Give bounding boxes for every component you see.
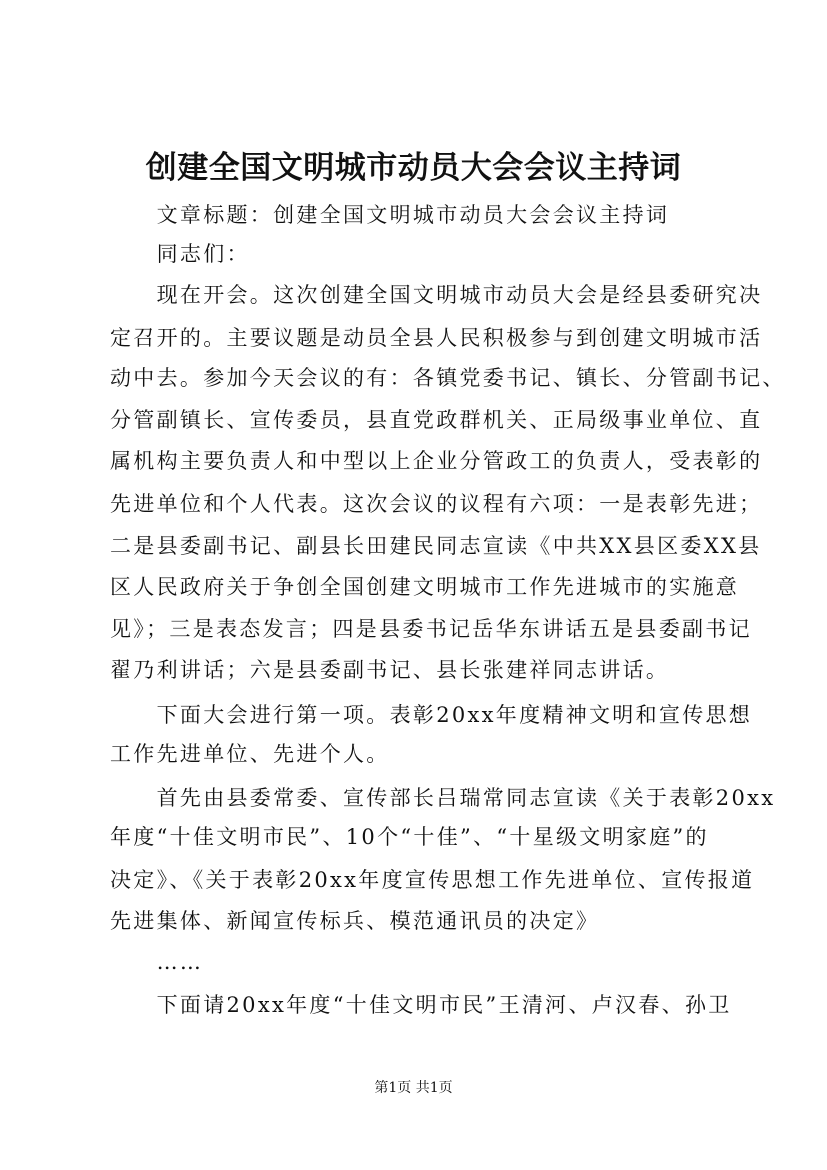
body-line: 年度“十佳文明市民”、10个“十佳”、“十星级文明家庭”的 (110, 825, 709, 849)
body-line: 工作先进单位、先进个人。 (110, 742, 390, 766)
page-footer: 第1页 共1页 (374, 1080, 453, 1096)
body-line: 翟乃利讲话；六是县委副书记、县长张建祥同志讲话。 (110, 658, 670, 682)
body-line: 文章标题：创建全国文明城市动员大会会议主持词 (110, 203, 670, 227)
body-line: 见》；三是表态发言；四是县委书记岳华东讲话五是县委副书记 (110, 617, 752, 641)
body-line: …… (110, 950, 204, 974)
body-line: 定召开的。主要议题是动员全县人民积极参与到创建文明城市活 (110, 326, 763, 350)
body-line: 现在开会。这次创建全国文明城市动员大会是经县委研究决 (110, 283, 763, 307)
body-line: 首先由县委常委、宣传部长吕瑞常同志宣读《关于表彰20xx (110, 786, 776, 810)
body-line: 分管副镇长、宣传委员，县直党政群机关、正局级事业单位、直 (110, 408, 763, 432)
body-line: 决定》、《关于表彰20xx年度宣传思想工作先进单位、宣传报道 (110, 868, 755, 892)
body-line: 下面大会进行第一项。表彰20xx年度精神文明和宣传思想 (110, 703, 753, 727)
document-title: 创建全国文明城市动员大会会议主持词 (145, 150, 682, 186)
body-line: 二是县委副书记、副县长田建民同志宣读《中共XX县区委XX县 (110, 534, 762, 558)
body-line: 同志们： (110, 242, 250, 266)
body-line: 动中去。参加今天会议的有：各镇党委书记、镇长、分管副书记、 (110, 366, 786, 390)
body-line: 先进单位和个人代表。这次会议的议程有六项：一是表彰先进； (110, 492, 763, 516)
body-line: 属机构主要负责人和中型以上企业分管政工的负责人，受表彰的 (110, 449, 763, 473)
body-line: 先进集体、新闻宣传标兵、模范通讯员的决定》 (110, 909, 600, 933)
body-line: 下面请20xx年度“十佳文明市民”王清河、卢汉春、孙卫 (110, 993, 732, 1017)
body-line: 区人民政府关于争创全国创建文明城市工作先进城市的实施意 (110, 575, 740, 599)
